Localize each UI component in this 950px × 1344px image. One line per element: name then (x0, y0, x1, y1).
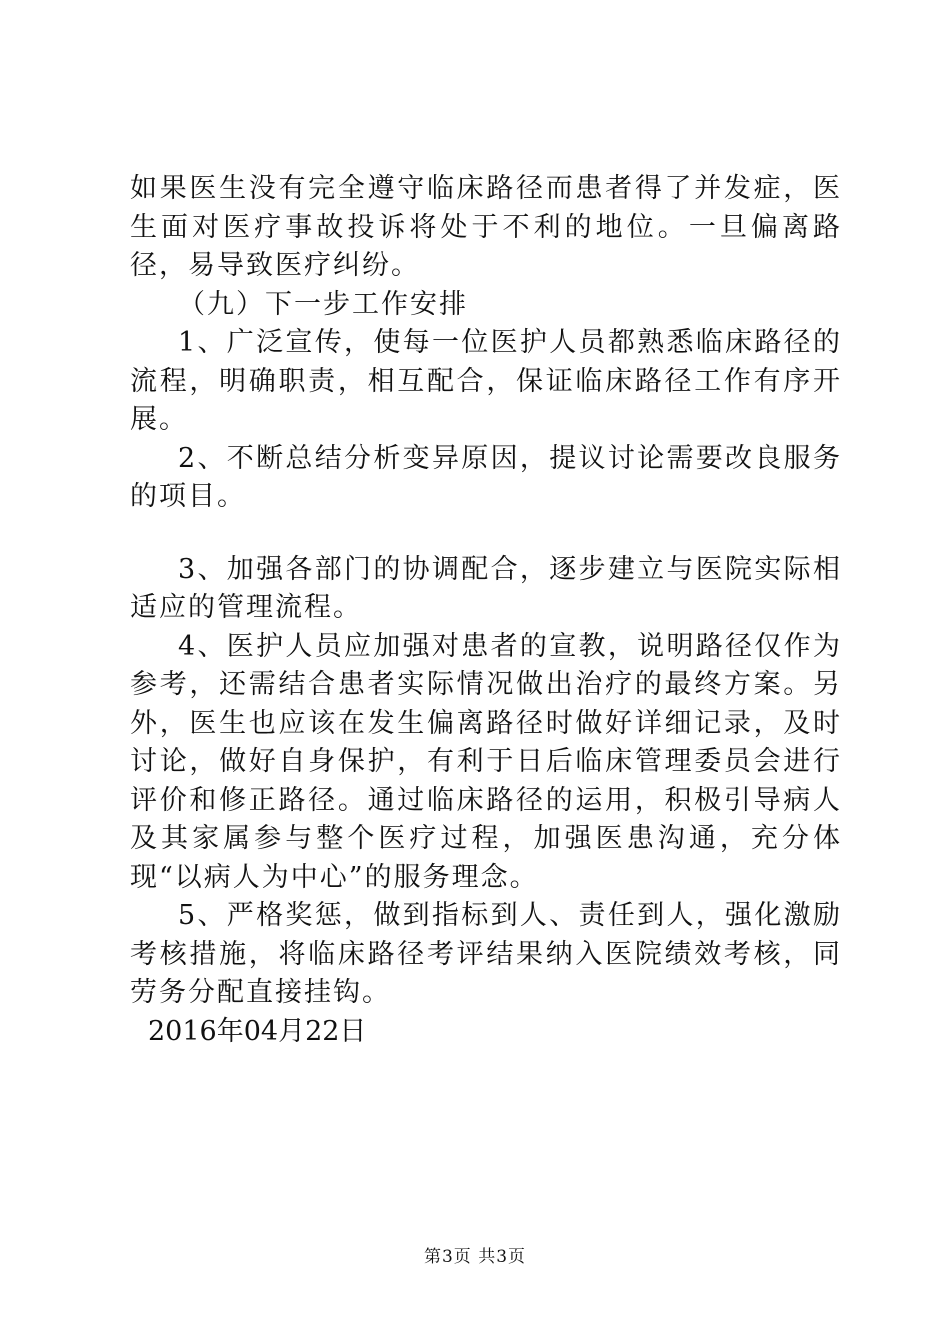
page-footer: 第3页 共3页 (423, 1247, 527, 1267)
section-heading: （九）下一步工作安排 (178, 288, 468, 320)
list-item-1: 1、广泛宣传，使每一位医护人员都熟悉临床路径的流程，明确职责，相互配合，保证临床路径工作有序开展。 (130, 327, 842, 435)
list-item-4: 4、医护人员应加强对患者的宣教，说明路径仅作为参考，还需结合患者实际情况做出治疗的最终方案。另外，医生也应该在发生偏离路径时做好详细记录，及时讨论，做好自身保护，有利于日后临床管理委员会进行评价和修正路径。通过临床路径的运用，积极引导病人及其家属参与整个医疗过程，加强医患沟通，充分体现“以病人为中心”的服务理念。 (130, 630, 842, 893)
paragraph-continuation: 如果医生没有完全遵守临床路径而患者得了并发症，医生面对医疗事故投诉将处于不利的地位。一旦偏离路径，易导致医疗纠纷。 (130, 173, 842, 281)
list-item-2: 2、不断总结分析变异原因，提议讨论需要改良服务的项目。 (130, 442, 842, 512)
list-item-3: 3、加强各部门的协调配合，逐步建立与医院实际相适应的管理流程。 (130, 553, 842, 623)
document-body (130, 170, 842, 1051)
document-date: 2016年04月22日 (148, 1015, 367, 1047)
list-item-5: 5、严格奖惩，做到指标到人、责任到人，强化激励考核措施，将临床路径考评结果纳入医院绩效考核，同劳务分配直接挂钩。 (130, 900, 842, 1008)
